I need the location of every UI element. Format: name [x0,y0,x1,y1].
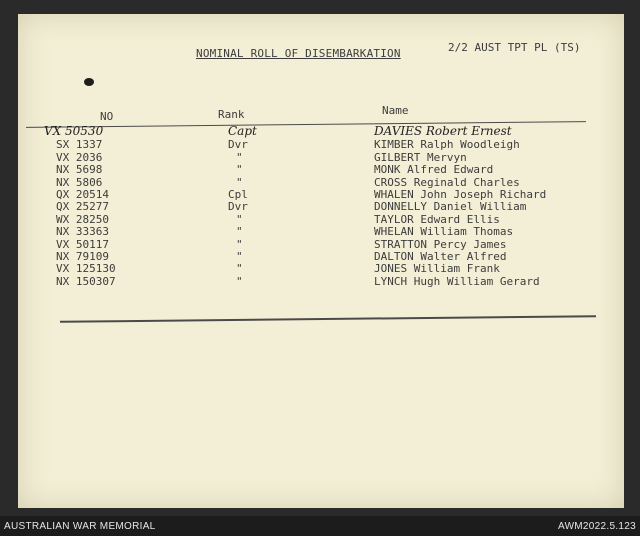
document-page [18,14,624,508]
service-number: NX 5698 [56,163,103,177]
soldier-name: CROSS Reginald Charles [374,175,520,189]
rank-cell: Cpl [228,188,248,201]
soldier-name: STRATTON Percy James [374,237,507,251]
header-name: Name [382,104,409,117]
soldier-name: JONES William Frank [374,262,500,276]
soldier-name: LYNCH Hugh William Gerard [374,274,540,288]
service-number: NX 79109 [56,250,109,263]
header-rank: Rank [218,108,245,121]
rank-cell: " [236,237,243,251]
rank-cell: " [236,212,243,226]
soldier-name: WHELAN William Thomas [374,225,514,239]
rank-cell: " [236,250,243,263]
rank-cell: " [236,150,243,164]
service-number: VX 125130 [56,262,116,276]
soldier-name: WHALEN John Joseph Richard [374,188,547,201]
rank-cell: " [236,225,243,239]
service-number: SX 1337 [56,138,103,152]
rank-cell: " [236,262,243,276]
rank-cell: " [236,175,243,189]
bottom-rule [60,315,596,323]
service-number: VX 2036 [56,150,103,164]
rank-cell: " [236,274,243,288]
soldier-name: DAVIES Robert Ernest [374,124,512,138]
rank-cell: " [236,163,243,177]
service-number: QX 25277 [56,200,109,214]
document-title: NOMINAL ROLL OF DISEMBARKATION [196,47,401,60]
rank-cell: Dvr [228,200,248,214]
header-no: NO [100,110,114,123]
service-number: VX 50117 [56,237,109,251]
soldier-name: GILBERT Mervyn [374,150,467,164]
service-number: QX 20514 [56,188,109,201]
service-number: VX 50530 [44,124,104,138]
soldier-name: TAYLOR Edward Ellis [374,212,500,226]
archive-footer [0,516,640,536]
soldier-name: DALTON Walter Alfred [374,250,507,263]
footer-source: AUSTRALIAN WAR MEMORIAL [4,521,156,532]
soldier-name: DONNELLY Daniel William [374,200,527,214]
soldier-name: MONK Alfred Edward [374,163,494,177]
rank-cell: Capt [228,124,257,138]
service-number: NX 5806 [56,175,103,189]
service-number: NX 150307 [56,274,116,288]
footer-reference: AWM2022.5.123 [557,521,636,532]
service-number: NX 33363 [56,225,109,239]
unit-designation: 2/2 AUST TPT PL (TS) [448,41,581,54]
soldier-name: KIMBER Ralph Woodleigh [374,138,520,152]
rank-cell: Dvr [228,138,248,152]
service-number: WX 28250 [56,212,109,226]
punch-hole [84,78,94,86]
